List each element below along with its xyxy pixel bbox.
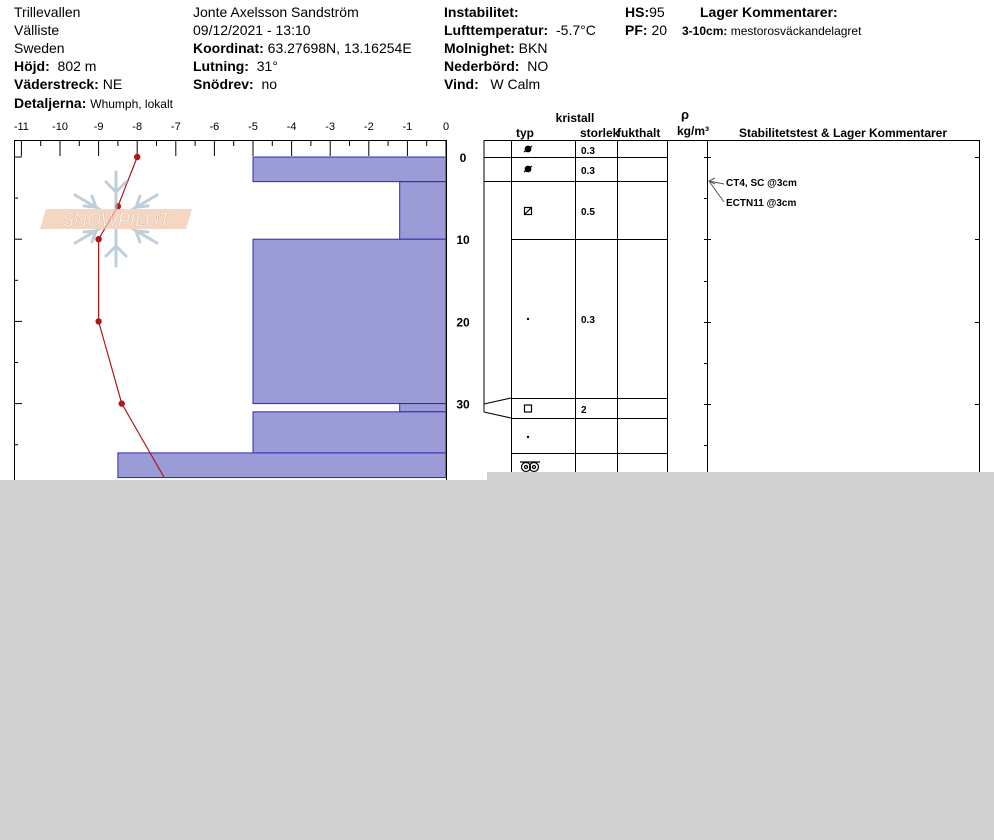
header-rho: ρ (680, 107, 690, 122)
header-kristall: kristall (555, 111, 595, 125)
airtemp-value: -5.7°C (556, 22, 596, 38)
hardness-bar (400, 404, 446, 412)
temperature-point (134, 154, 140, 160)
hs-value: 95 (649, 4, 665, 20)
temperature-line (99, 157, 165, 478)
wind-label: Vind: (444, 76, 479, 92)
layer-comments-label: Lager Kommentarer: (700, 4, 838, 20)
details-value: Whumph, lokalt (90, 97, 173, 111)
stability-test-ect: ECTN11 @3cm (726, 198, 797, 209)
coords-label: Koordinat: (193, 40, 264, 56)
hardness-bar (253, 412, 446, 453)
layer-comment-text: mestorosväckandelagret (730, 24, 862, 38)
elevation-value: 802 m (57, 58, 97, 74)
header-fukthalt: fukthalt (617, 126, 661, 140)
elevation-label: Höjd: (14, 58, 50, 74)
cloud-label: Molnighet: (444, 40, 515, 56)
location-name: Trillevallen (14, 4, 81, 20)
rounded-grain-icon (527, 318, 529, 320)
decomposed-crystal-icon (524, 166, 532, 172)
unrendered-area-edge (487, 472, 994, 482)
pf-value: 20 (651, 22, 668, 38)
instability-label: Instabilitet: (444, 4, 519, 20)
layer-table (484, 140, 980, 480)
temperature-tick-label: -6 (209, 121, 220, 133)
temperature-point (119, 400, 125, 406)
coords-value: 63.27698N, 13.16254E (267, 40, 412, 56)
hardness-bar (253, 157, 446, 182)
depth-tick-label: 20 (456, 315, 470, 330)
grain-size: 0.3 (581, 166, 595, 177)
observer-name: Jonte Axelsson Sandström (193, 4, 359, 20)
aspect-label: Väderstreck: (14, 76, 99, 92)
stability-arrows (709, 178, 724, 202)
airtemp-label: Lufttemperatur: (444, 22, 549, 38)
grain-size: 0.3 (581, 146, 595, 157)
temperature-tick-label: -11 (13, 121, 29, 133)
unrendered-area (0, 480, 994, 840)
temperature-tick-label: -7 (170, 121, 181, 133)
layer-comment-range: 3-10cm: (682, 24, 728, 38)
depth-tick-label: 10 (456, 233, 470, 248)
stability-test-ct: CT4, SC @3cm (726, 178, 797, 189)
hardness-bar (118, 453, 446, 478)
temperature-tick-label: -2 (363, 121, 374, 133)
country-name: Sweden (14, 40, 65, 56)
logo-text: SNOWPILOT (61, 210, 171, 230)
temperature-profile (95, 154, 164, 478)
depth-tick-label: 0 (459, 151, 467, 165)
faceted-rounded-crystal-icon (525, 208, 532, 215)
grain-size: 2 (581, 405, 587, 416)
pf-label: PF: (625, 22, 648, 38)
slope-label: Lutning: (193, 58, 249, 74)
drift-value: no (261, 76, 278, 92)
temperature-tick-label: -5 (248, 121, 258, 133)
temperature-tick-label: -3 (325, 121, 336, 133)
temperature-tick-label: -8 (132, 121, 143, 133)
snowpilot-logo (40, 172, 192, 266)
header-stability: Stabilitetstest & Lager Kommentarer (738, 126, 948, 140)
faceted-crystal-icon (525, 405, 532, 412)
header-density-unit: kg/m³ (676, 124, 710, 138)
aspect-value: NE (102, 76, 123, 92)
grain-size: 0.5 (581, 207, 595, 218)
hardness-bar (400, 182, 446, 240)
details-label: Detaljerna: (14, 95, 87, 111)
hardness-bar (253, 239, 446, 403)
drift-label: Snödrev: (193, 76, 254, 92)
crystal-symbols (520, 146, 540, 472)
depth-tick-label: 30 (456, 397, 470, 412)
observation-datetime: 09/12/2021 - 13:10 (193, 22, 311, 38)
melt-form-icon (520, 462, 540, 472)
header-typ: typ (516, 126, 534, 140)
slope-value: 31° (256, 58, 278, 74)
area-name: Välliste (14, 22, 60, 38)
hs-label: HS: (625, 4, 650, 20)
cloud-value: BKN (518, 40, 548, 56)
temperature-tick-label: -10 (52, 121, 68, 133)
temperature-tick-label: -4 (286, 121, 297, 133)
temperature-point (95, 236, 101, 242)
temperature-tick-label: -9 (93, 121, 104, 133)
temperature-tick-label: -1 (402, 121, 413, 133)
temperature-tick-label: 0 (442, 121, 450, 133)
rounded-grain-icon (527, 436, 529, 438)
precip-value: NO (527, 58, 549, 74)
header-storlek: storlek (580, 126, 620, 140)
temperature-point (95, 318, 101, 324)
wind-value: W Calm (490, 76, 541, 92)
hardness-bars (118, 157, 446, 478)
decomposed-crystal-icon (524, 146, 532, 152)
grain-size: 0.3 (581, 315, 595, 326)
precip-label: Nederbörd: (444, 58, 520, 74)
temperature-axis (14, 121, 449, 156)
